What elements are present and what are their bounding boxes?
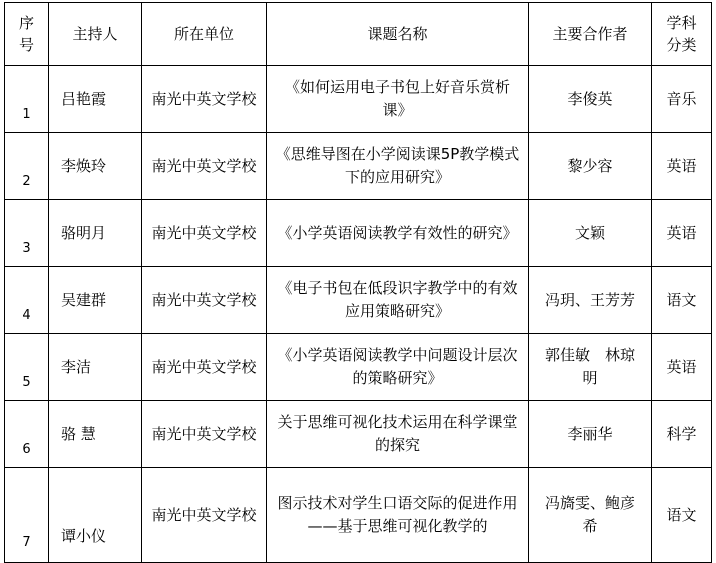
header-collab: 主要合作者 (529, 3, 652, 66)
cell-host: 李洁 (49, 334, 142, 401)
cell-unit-text: 南光中英文学校 (151, 223, 257, 242)
cell-unit (142, 133, 267, 200)
cell-seq: 1 (5, 66, 49, 133)
cell-seq: 7 (5, 468, 49, 563)
cell-host: 吕艳霞 (49, 66, 142, 133)
cell-collab-text: 冯旖雯、鲍彦希 (544, 494, 635, 535)
cell-category: 音乐 (652, 66, 712, 133)
table-row (5, 401, 712, 468)
cell-title (267, 66, 529, 133)
cell-unit-text: 南光中英文学校 (151, 89, 257, 108)
cell-seq: 5 (5, 334, 49, 401)
cell-unit (142, 267, 267, 334)
cell-title-text: 《小学英语阅读教学有效性的研究》 (277, 223, 518, 242)
cell-category: 科学 (652, 401, 712, 468)
cell-title (267, 200, 529, 267)
cell-category: 语文 (652, 267, 712, 334)
table-row (5, 468, 712, 563)
cell-category: 英语 (652, 133, 712, 200)
cell-seq: 6 (5, 401, 49, 468)
cell-title (267, 468, 529, 563)
cell-unit (142, 468, 267, 563)
header-unit: 所在单位 (142, 3, 267, 66)
cell-title (267, 267, 529, 334)
cell-category: 英语 (652, 200, 712, 267)
table-row (5, 200, 712, 267)
cell-collab (529, 334, 652, 401)
cell-unit (142, 401, 267, 468)
header-title: 课题名称 (267, 3, 529, 66)
cell-seq: 3 (5, 200, 49, 267)
cell-seq: 4 (5, 267, 49, 334)
header-seq (5, 3, 49, 66)
cell-unit (142, 334, 267, 401)
cell-title (267, 401, 529, 468)
cell-title-text: 图示技术对学生口语交际的促进作用——基于思维可视化教学的 (277, 494, 518, 535)
cell-title-text: 《小学英语阅读教学中问题设计层次的策略研究》 (277, 346, 518, 387)
cell-host: 吴建群 (49, 267, 142, 334)
cell-unit-text: 南光中英文学校 (151, 424, 257, 443)
cell-unit-text: 南光中英文学校 (151, 505, 257, 524)
header-category (652, 3, 712, 66)
cell-category: 语文 (652, 468, 712, 563)
header-host: 主持人 (49, 3, 142, 66)
header-category-label: 学科分类 (666, 14, 697, 54)
cell-unit-text: 南光中英文学校 (151, 357, 257, 376)
cell-title-text: 《思维导图在小学阅读课5P教学模式下的应用研究》 (275, 145, 520, 186)
cell-title (267, 133, 529, 200)
header-seq-label: 序号 (18, 14, 34, 54)
cell-collab: 李丽华 (529, 401, 652, 468)
cell-collab: 黎少容 (529, 133, 652, 200)
cell-unit-text: 南光中英文学校 (151, 290, 257, 309)
table-row (5, 334, 712, 401)
table-row (5, 133, 712, 200)
cell-host: 骆明月 (49, 200, 142, 267)
cell-collab-text: 郭佳敏 林琼明 (544, 346, 635, 387)
cell-unit-text: 南光中英文学校 (151, 156, 257, 175)
cell-host: 骆 慧 (49, 401, 142, 468)
cell-collab: 文颖 (529, 200, 652, 267)
cell-host: 谭小仪 (49, 468, 142, 563)
cell-title-text: 《如何运用电子书包上好音乐赏析课》 (284, 78, 510, 119)
cell-title-text: 关于思维可视化技术运用在科学课堂的探究 (277, 413, 518, 454)
cell-title-text: 《电子书包在低段识字教学中的有效应用策略研究》 (277, 279, 518, 320)
header-row (5, 3, 712, 66)
cell-host: 李焕玲 (49, 133, 142, 200)
cell-unit (142, 200, 267, 267)
cell-seq: 2 (5, 133, 49, 200)
cell-collab: 李俊英 (529, 66, 652, 133)
projects-table (4, 2, 712, 563)
cell-collab: 冯玥、王芳芳 (529, 267, 652, 334)
cell-collab (529, 468, 652, 563)
table-row (5, 267, 712, 334)
cell-unit (142, 66, 267, 133)
table-row (5, 66, 712, 133)
cell-category: 英语 (652, 334, 712, 401)
cell-title (267, 334, 529, 401)
